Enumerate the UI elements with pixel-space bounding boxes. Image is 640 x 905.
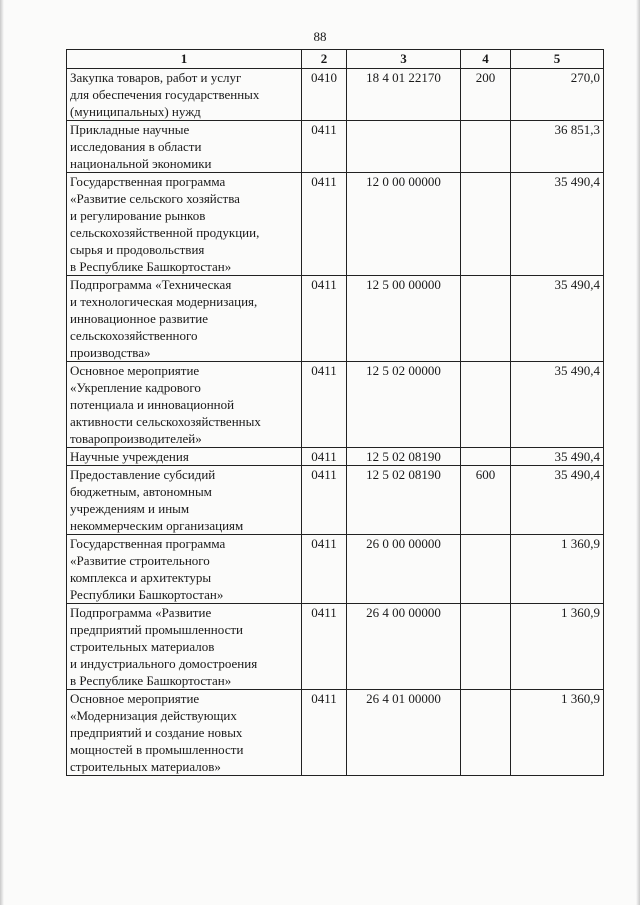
table-row [67, 276, 604, 362]
row-target-article-cell: 12 5 00 00000 [347, 276, 461, 362]
column-header: 5 [511, 50, 604, 69]
row-target-article-cell: 18 4 01 22170 [347, 69, 461, 121]
row-name-cell: Научные учреждения [67, 448, 302, 466]
column-header: 3 [347, 50, 461, 69]
row-amount-cell: 35 490,4 [511, 448, 604, 466]
row-expense-type-cell [461, 448, 511, 466]
row-section-code-cell: 0411 [302, 466, 347, 535]
row-expense-type-cell [461, 121, 511, 173]
table-header-row [67, 50, 604, 69]
row-amount-cell: 1 360,9 [511, 535, 604, 604]
row-expense-type-cell [461, 604, 511, 690]
row-expense-type-cell [461, 362, 511, 448]
row-expense-type-cell: 200 [461, 69, 511, 121]
row-section-code-cell: 0411 [302, 362, 347, 448]
table-row [67, 535, 604, 604]
row-amount-cell: 1 360,9 [511, 690, 604, 776]
row-target-article-cell: 12 5 02 08190 [347, 466, 461, 535]
row-target-article-cell: 12 5 02 08190 [347, 448, 461, 466]
row-name-cell: Государственная программа «Развитие строительного комплекса и архитектуры Республики Башкортостан» [67, 535, 302, 604]
row-section-code-cell: 0411 [302, 173, 347, 276]
row-amount-cell: 35 490,4 [511, 173, 604, 276]
scan-edge-right [636, 0, 640, 905]
column-header: 2 [302, 50, 347, 69]
row-name-cell: Подпрограмма «Развитие предприятий промышленности строительных материалов и индустриального домостроения в Республике Башкортостан» [67, 604, 302, 690]
row-name-cell: Закупка товаров, работ и услуг для обеспечения государственных (муниципальных) нужд [67, 69, 302, 121]
row-amount-cell: 270,0 [511, 69, 604, 121]
table-row [67, 604, 604, 690]
row-section-code-cell: 0411 [302, 604, 347, 690]
table-row [67, 173, 604, 276]
scan-edge-left [0, 0, 4, 905]
row-expense-type-cell [461, 535, 511, 604]
row-target-article-cell: 12 0 00 00000 [347, 173, 461, 276]
table-body [67, 69, 604, 776]
row-section-code-cell: 0411 [302, 276, 347, 362]
row-amount-cell: 1 360,9 [511, 604, 604, 690]
table-row [67, 121, 604, 173]
row-section-code-cell: 0411 [302, 535, 347, 604]
row-section-code-cell: 0410 [302, 69, 347, 121]
row-amount-cell: 35 490,4 [511, 362, 604, 448]
row-target-article-cell: 12 5 02 00000 [347, 362, 461, 448]
column-header: 4 [461, 50, 511, 69]
row-target-article-cell: 26 0 00 00000 [347, 535, 461, 604]
row-section-code-cell: 0411 [302, 448, 347, 466]
table-row [67, 466, 604, 535]
row-target-article-cell [347, 121, 461, 173]
row-name-cell: Государственная программа «Развитие сельского хозяйства и регулирование рынков сельскохозяйственной продукции, сырья и продовольствия в Республике Башкортостан» [67, 173, 302, 276]
row-name-cell: Основное мероприятие «Модернизация действующих предприятий и создание новых мощностей в промышленности строительных материалов» [67, 690, 302, 776]
row-section-code-cell: 0411 [302, 690, 347, 776]
table-row [67, 362, 604, 448]
budget-table [66, 49, 604, 776]
row-amount-cell: 35 490,4 [511, 466, 604, 535]
row-name-cell: Подпрограмма «Техническая и технологическая модернизация, инновационное развитие сельскохозяйственного производства» [67, 276, 302, 362]
row-expense-type-cell [461, 276, 511, 362]
row-amount-cell: 36 851,3 [511, 121, 604, 173]
table-row [67, 690, 604, 776]
row-expense-type-cell: 600 [461, 466, 511, 535]
table-row [67, 448, 604, 466]
page-number: 88 [313, 29, 327, 44]
row-expense-type-cell [461, 173, 511, 276]
row-name-cell: Предоставление субсидий бюджетным, автономным учреждениям и иным некоммерческим организациям [67, 466, 302, 535]
row-section-code-cell: 0411 [302, 121, 347, 173]
row-amount-cell: 35 490,4 [511, 276, 604, 362]
row-name-cell: Основное мероприятие «Укрепление кадрового потенциала и инновационной активности сельскохозяйственных товаропроизводителей» [67, 362, 302, 448]
row-expense-type-cell [461, 690, 511, 776]
table-row [67, 69, 604, 121]
row-name-cell: Прикладные научные исследования в области национальной экономики [67, 121, 302, 173]
row-target-article-cell: 26 4 00 00000 [347, 604, 461, 690]
column-header: 1 [67, 50, 302, 69]
row-target-article-cell: 26 4 01 00000 [347, 690, 461, 776]
